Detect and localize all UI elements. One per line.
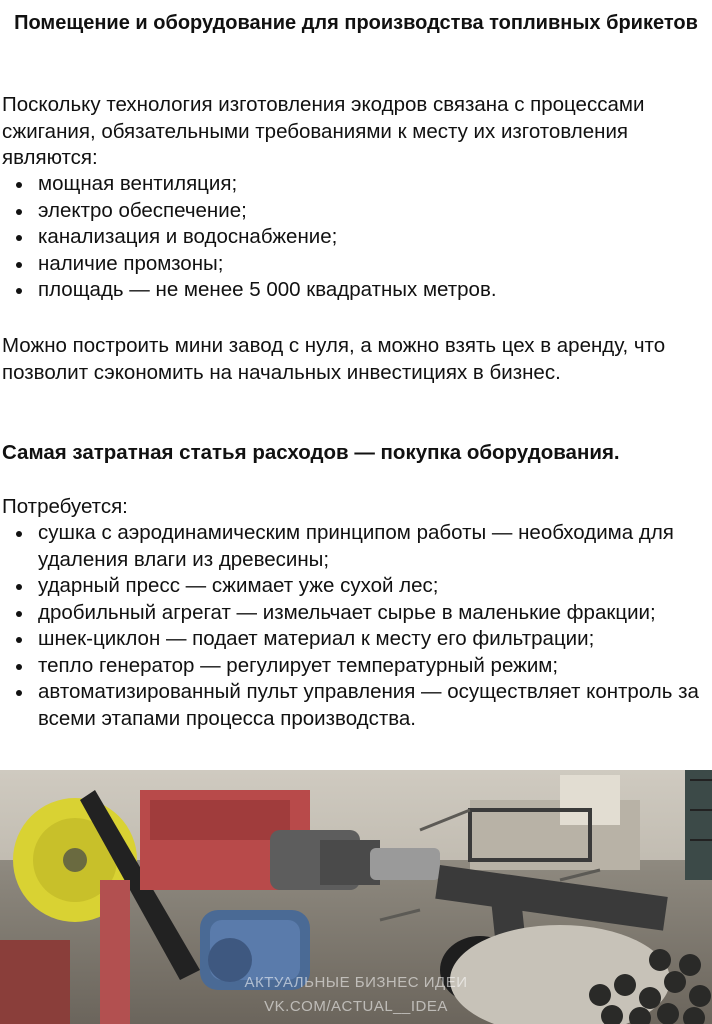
list-item	[0, 679, 708, 732]
bullet-icon	[16, 262, 22, 268]
list-item-text: наличие промзоны;	[38, 251, 224, 275]
intro-paragraph: Поскольку технология изготовления экодров связана с процессами сжигания, обязательными требованиями к месту их изготовления являются:	[2, 93, 645, 169]
list-item-text: канализация и водоснабжение;	[38, 225, 338, 248]
list-item	[0, 251, 708, 278]
list-item	[0, 573, 708, 600]
list-item	[0, 198, 708, 225]
list-item-text: электро обеспечение;	[38, 198, 247, 222]
list-item-text: ударный пресс — сжимает уже сухой лес;	[38, 574, 439, 597]
equipment-list	[0, 520, 708, 732]
equipment-photo	[0, 770, 712, 1024]
list-item	[0, 520, 708, 573]
bullet-icon	[16, 584, 22, 590]
list-item-text: площадь — не менее 5 000 квадратных метров.	[38, 278, 497, 301]
list-item	[0, 224, 708, 251]
bullet-icon	[16, 235, 22, 241]
page-title: Помещение и оборудование для производства топливных брикетов	[14, 12, 698, 34]
list-item	[0, 277, 708, 304]
needs-label: Потребуется:	[2, 495, 128, 518]
bullet-icon	[16, 637, 22, 643]
list-item	[0, 171, 708, 198]
bullet-icon	[16, 182, 22, 188]
watermark-line-2: VK.COM/ACTUAL__IDEA	[264, 998, 448, 1015]
requirements-list	[0, 171, 708, 304]
bullet-icon	[16, 531, 22, 537]
list-item-text: дробильный агрегат — измельчает сырье в маленькие фракции;	[38, 600, 656, 624]
bullet-icon	[16, 288, 22, 294]
list-item-text: автоматизированный пульт управления — осуществляет контроль за всеми этапами процесса производства.	[38, 680, 699, 730]
bullet-icon	[16, 690, 22, 696]
list-item	[0, 600, 708, 627]
second-paragraph: Можно построить мини завод с нуля, а можно взять цех в аренду, что позволит сэкономить на начальных инвестициях в бизнес.	[2, 334, 666, 384]
bullet-icon	[16, 209, 22, 215]
watermark-line-1: АКТУАЛЬНЫЕ БИЗНЕС ИДЕИ	[244, 974, 468, 991]
list-item-text: сушка с аэродинамическим принципом работы — необходима для удаления влаги из древесины;	[38, 521, 674, 571]
list-item	[0, 653, 708, 680]
list-item-text: тепло генератор — регулирует температурный режим;	[38, 653, 559, 677]
list-item-text: шнек-циклон — подает материал к месту его фильтрации;	[38, 627, 595, 650]
emphasis-paragraph: Самая затратная статья расходов — покупка оборудования.	[2, 441, 620, 464]
bullet-icon	[16, 611, 22, 617]
list-item	[0, 626, 708, 653]
bullet-icon	[16, 664, 22, 670]
list-item-text: мощная вентиляция;	[38, 172, 238, 195]
